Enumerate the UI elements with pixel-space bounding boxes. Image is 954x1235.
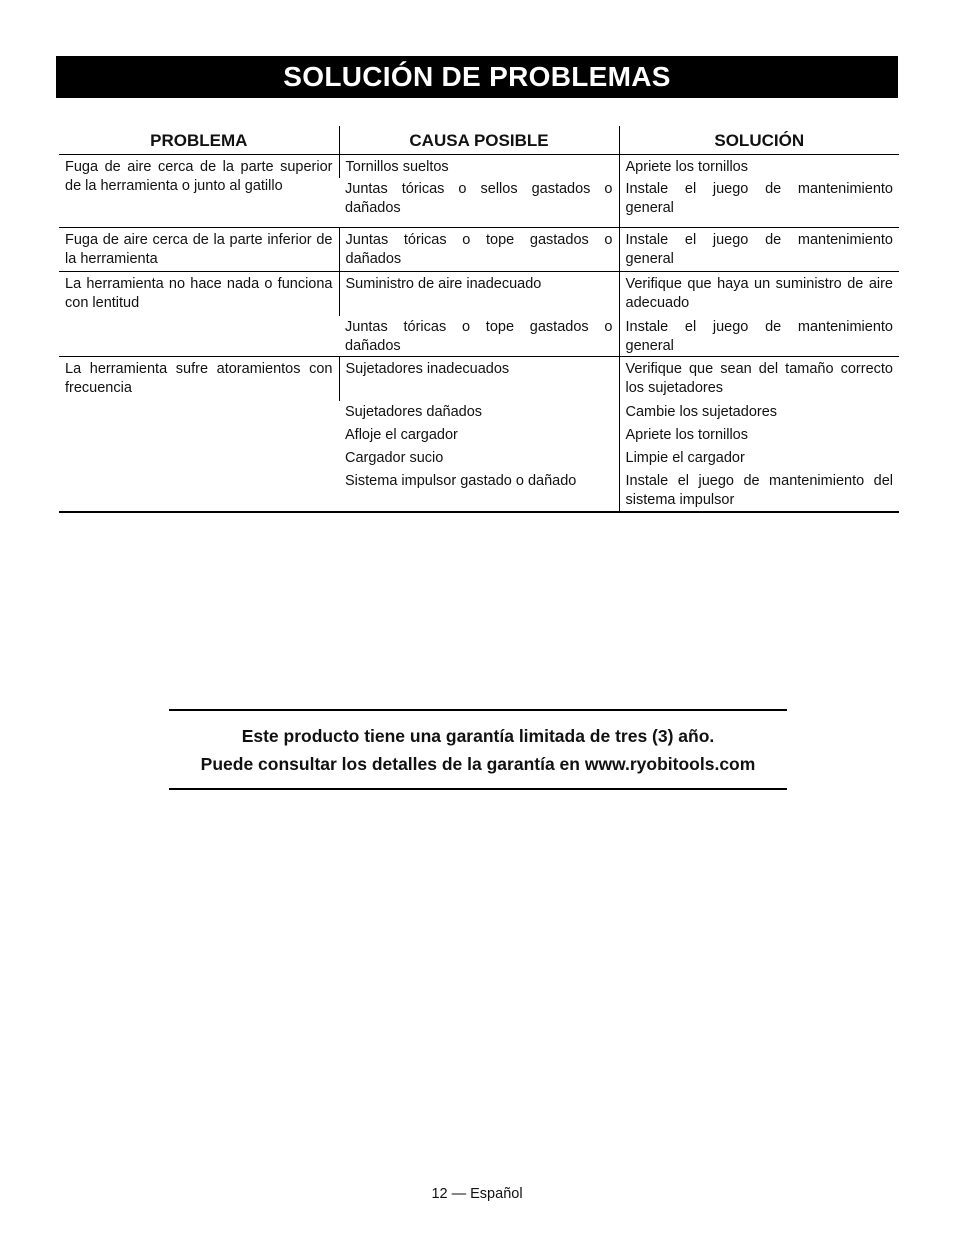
solution-text: Instale el juego de mantenimiento general: [625, 181, 893, 216]
problem-text: La herramienta no hace nada o funciona con lentitud: [65, 275, 333, 311]
solution-text: Verifique que haya un suministro de aire adecuado: [625, 275, 893, 311]
cause-text: Juntas tóricas o sellos gastados o dañados: [345, 181, 613, 216]
header-cause: CAUSA POSIBLE: [339, 126, 619, 154]
solution-cell: [619, 271, 899, 316]
warranty-line-1: Este producto tiene una garantía limitada de tres (3) año.: [241, 725, 715, 746]
solution-text: Verifique que sean del tamaño correcto los sujetadores: [625, 361, 893, 396]
problem-cell: [59, 154, 339, 227]
problem-group: [59, 357, 899, 512]
cause-text: Sujetadores dañados: [345, 403, 483, 420]
cause-cell: [339, 357, 619, 401]
solution-cell: [619, 447, 899, 470]
problem-text: La herramienta sufre atoramientos con frecuencia: [65, 361, 333, 396]
solution-cell: [619, 424, 899, 447]
table-row: [59, 271, 899, 316]
cause-cell: [339, 178, 619, 227]
problem-cell: [59, 357, 339, 512]
cause-cell: [339, 271, 619, 316]
problem-text: Fuga de aire cerca de la parte inferior de la herramienta: [65, 231, 333, 267]
page-title: SOLUCIÓN DE PROBLEMAS: [56, 56, 898, 98]
cause-text: Sujetadores inadecuados: [345, 361, 510, 377]
cause-cell: [339, 470, 619, 512]
page-footer: 12 — Español: [431, 1186, 523, 1202]
solution-text: Instale el juego de mantenimiento general: [625, 319, 893, 354]
cause-text: Juntas tóricas o tope gastados o dañados: [345, 231, 613, 267]
cause-cell: [339, 424, 619, 447]
cause-cell: [339, 447, 619, 470]
cause-text: Suministro de aire inadecuado: [345, 275, 542, 292]
cause-cell: [339, 154, 619, 178]
cause-text: Tornillos sueltos: [345, 158, 449, 175]
header-problem: PROBLEMA: [59, 126, 339, 154]
cause-cell: [339, 227, 619, 271]
solution-text: Instale el juego de mantenimiento general: [625, 231, 893, 267]
cause-text: Juntas tóricas o tope gastados o dañados: [345, 319, 613, 354]
problem-group: [59, 154, 899, 227]
table-row: [59, 357, 899, 401]
solution-text: Cambie los sujetadores: [625, 403, 778, 420]
problem-cell: [59, 271, 339, 357]
solution-cell: [619, 227, 899, 271]
problem-cell: [59, 227, 339, 271]
table-header-row: [59, 126, 899, 154]
cause-text: Sistema impulsor gastado o dañado: [345, 472, 577, 489]
cause-text: Afloje el cargador: [345, 426, 458, 443]
solution-text: Apriete los tornillos: [625, 158, 748, 175]
cause-cell: [339, 316, 619, 357]
solution-text: Limpie el cargador: [625, 449, 745, 466]
solution-cell: [619, 154, 899, 178]
troubleshooting-table: [59, 126, 899, 513]
problem-group: [59, 227, 899, 271]
warranty-line-2: Puede consultar los detalles de la garantía en www.ryobitools.com: [200, 753, 756, 774]
problem-group: [59, 271, 899, 357]
solution-cell: [619, 178, 899, 227]
cause-cell: [339, 401, 619, 424]
solution-text: Instale el juego de mantenimiento del sistema impulsor: [625, 472, 893, 508]
solution-cell: [619, 401, 899, 424]
table-row: [59, 154, 899, 178]
solution-cell: [619, 357, 899, 401]
table-row: [59, 227, 899, 271]
warranty-notice: [169, 709, 787, 790]
solution-cell: [619, 470, 899, 512]
cause-text: Cargador sucio: [345, 449, 444, 466]
solution-cell: [619, 316, 899, 357]
header-solution: SOLUCIÓN: [619, 126, 899, 154]
problem-text: Fuga de aire cerca de la parte superior de la herramienta o junto al gatillo: [65, 158, 333, 194]
solution-text: Apriete los tornillos: [625, 426, 748, 443]
